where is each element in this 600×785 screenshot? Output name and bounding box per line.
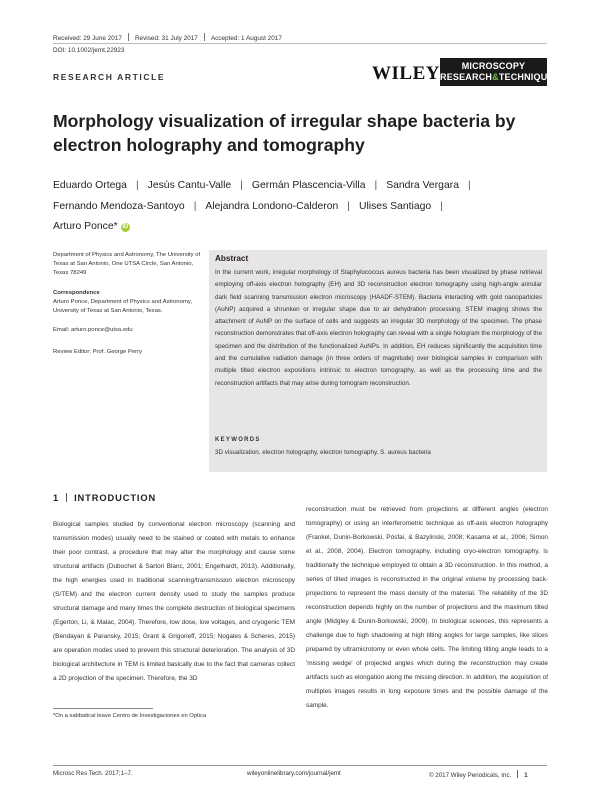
author-name[interactable]: Germán Plascencia-Villa bbox=[251, 180, 366, 191]
body-column-left: Biological samples studied by conventional electron microscopy (scanning and transmission modes) usually need to be stained or coated with metals to enhance their poor contrast, a procedure that may alter the morphology and cause some structural artifacts (Dubochet & Sartori Blanc, 2001; Engelhardt, 2013). Additionally, the high energies used in traditional scanning/transmission electron microscopy (S/TEM) and the electron current density used to study the samples produce structural damage and many times the complete destruction of biological specimens (Egerton, Li, & Malac, 2004). Therefore, low dose, low voltages, and cryogenic TEM (Bendayan & Paransky, 2015; Grant & Grigorieff, 2015; Nogales & Scheres, 2015) are operation modes used to prevent this structural deterioration. The analysis of 3D biological architecture in TEM is limited basically due to the fact that cameras collect a 2D projection of the specimen. Therefore, the 3D bbox=[53, 521, 295, 682]
section-number: 1 bbox=[53, 493, 60, 503]
correspondence-text: Arturo Ponce, Department of Physics and Astronomy, University of Texas at San Antonio, Texas. bbox=[53, 299, 193, 315]
footnote-rule bbox=[53, 708, 153, 709]
correspondence-heading bbox=[53, 289, 203, 298]
orcid-icon[interactable]: iD bbox=[122, 224, 129, 230]
author-name[interactable]: Fernando Mendoza-Santoyo bbox=[53, 200, 185, 212]
article-dates bbox=[53, 33, 282, 42]
journal-logo-line2 bbox=[440, 72, 554, 83]
section-heading bbox=[53, 493, 156, 503]
author-name[interactable]: Alejandra Londono-Calderon bbox=[205, 200, 339, 212]
abstract-heading: Abstract bbox=[215, 254, 249, 263]
journal-logo-word: RESEARCH bbox=[440, 72, 493, 82]
divider bbox=[204, 33, 205, 41]
author-separator: | bbox=[240, 180, 243, 191]
footer-url[interactable]: wileyonlinelibrary.com/journal/jemt bbox=[247, 770, 341, 777]
journal-logo-word: TECHNIQUE bbox=[498, 72, 554, 82]
footer-rule bbox=[53, 765, 547, 766]
author-separator: | bbox=[347, 200, 350, 212]
author-line-1 bbox=[53, 176, 547, 197]
footer-right bbox=[429, 770, 528, 779]
body-column-right: reconstruction must be retrieved from projections at different angles (electron tomography) or using an interferometric technique as off-axis electron holography (Frankel, Dunin-Borkowski, Pósfai, & Bazylinski, 2008; Kasama et al., 2006; Simon et al., 2008, 2004). Electron tomography, including cryo-electron tomography, is traditionally the technique employed to obtain a 3D reconstruction. In this method, a series of tilted images is reconstructed in the original volume by processing back-projections to represent the mass density of the material. The reliability of the 3D reconstruction depends highly on the number of projections and the maximum tilted angle (Midgley & Dunin-Borkowski, 2009). In biological sciences, this represents a challenge due to high shadowing at high tilting angles for large samples, like slices prepared by ultramicrotomy or even whole cells. The limiting tilting angle leads to a 'missing wedge' of projected angles which during the reconstruction may create artifacts such as elongation along the missing direction. In addition, the acquisition of multiples images results in long exposure times and the possible damage of the sample. bbox=[306, 506, 548, 709]
accepted-date: Accepted: 1 August 2017 bbox=[210, 35, 282, 42]
author-separator: | bbox=[440, 200, 443, 212]
doi[interactable]: DOI: 10.1002/jemt.22923 bbox=[53, 47, 125, 54]
author-name[interactable]: Ulises Santiago bbox=[358, 200, 432, 212]
author-separator: | bbox=[135, 180, 139, 191]
publisher-logo: WILEY bbox=[372, 63, 440, 84]
author-separator: | bbox=[193, 200, 197, 212]
author-name[interactable]: Eduardo Ortega bbox=[53, 180, 127, 191]
journal-logo-amp: & bbox=[492, 72, 499, 82]
journal-logo-line1: MICROSCOPY bbox=[461, 61, 526, 71]
keywords-text: 3D visualization, electron holography, electron tomography, S. aureus bacteria bbox=[215, 449, 431, 456]
author-separator: | bbox=[374, 180, 378, 191]
received-date: Received: 29 June 2017 bbox=[53, 35, 122, 42]
article-title: Morphology visualization of irregular shape bacteria by electron holography and tomography bbox=[53, 111, 516, 155]
author-list bbox=[53, 176, 547, 238]
author-name[interactable]: Jesús Cantu-Valle bbox=[147, 180, 232, 191]
footer-citation: Microsc Res Tech. 2017;1–7. bbox=[53, 770, 133, 777]
author-name[interactable]: Arturo Ponce* bbox=[53, 221, 118, 232]
page-number: 1 bbox=[524, 772, 528, 779]
divider bbox=[66, 493, 67, 502]
section-title: INTRODUCTION bbox=[74, 493, 157, 503]
header-rule bbox=[53, 43, 547, 44]
divider bbox=[517, 770, 518, 778]
author-name[interactable]: Sandra Vergara bbox=[386, 180, 459, 191]
email[interactable]: Email: arturo.ponce@utsa.edu bbox=[53, 327, 133, 333]
divider bbox=[128, 33, 129, 41]
journal-logo bbox=[440, 58, 554, 86]
footnote: *On a sabbatical leave Centro de Investigaciones en Optica bbox=[53, 713, 207, 719]
author-line-2 bbox=[53, 197, 547, 218]
author-separator: | bbox=[467, 180, 471, 191]
abstract-text: In the current work, irregular morphology of Staphylococcus aureus bacteria has been visualized by phase retrieval employing off-axis electron holography (EH) and 3D reconstruction electron tomography using high-angle annular dark field scanning transmission electron microscopy (HAADF-STEM). Bacteria interacting with gold nanoparticles (AuNP) acquired a shrunken or irregular shape due to air dehydration processing. STEM imaging shows the attachment of AuNP on the surface of cells and suggests an irregular 3D morphology of the specimen. The phase reconstruction demonstrates that off-axis electron holography can reveal with a single hologram the morphology of the specimen and the distribution of the functionalized AuNPs. In addition, EH reduces significantly the acquisition time and the cumulative radiation damage (in three orders of magnitude) over biological samples in comparison with multiple tilted electron expositions intrinsic to electron tomography, as well as the processing time and the reconstruction artifacts that may arise during tomogram reconstruction. bbox=[215, 269, 542, 387]
keywords-heading: KEYWORDS bbox=[215, 437, 261, 443]
correspondence-label: Correspondence bbox=[53, 290, 100, 296]
affiliation: Department of Physics and Astronomy, The University of Texas at San Antonio, One UTSA Circle, San Antonio, Texas 78249 bbox=[53, 252, 201, 277]
footer-copyright: © 2017 Wiley Periodicals, Inc. bbox=[429, 772, 512, 779]
article-type: RESEARCH ARTICLE bbox=[53, 72, 166, 82]
revised-date: Revised: 31 July 2017 bbox=[134, 35, 198, 42]
review-editor: Review Editor: Prof. George Perry bbox=[53, 349, 143, 355]
author-line-3 bbox=[53, 217, 547, 238]
